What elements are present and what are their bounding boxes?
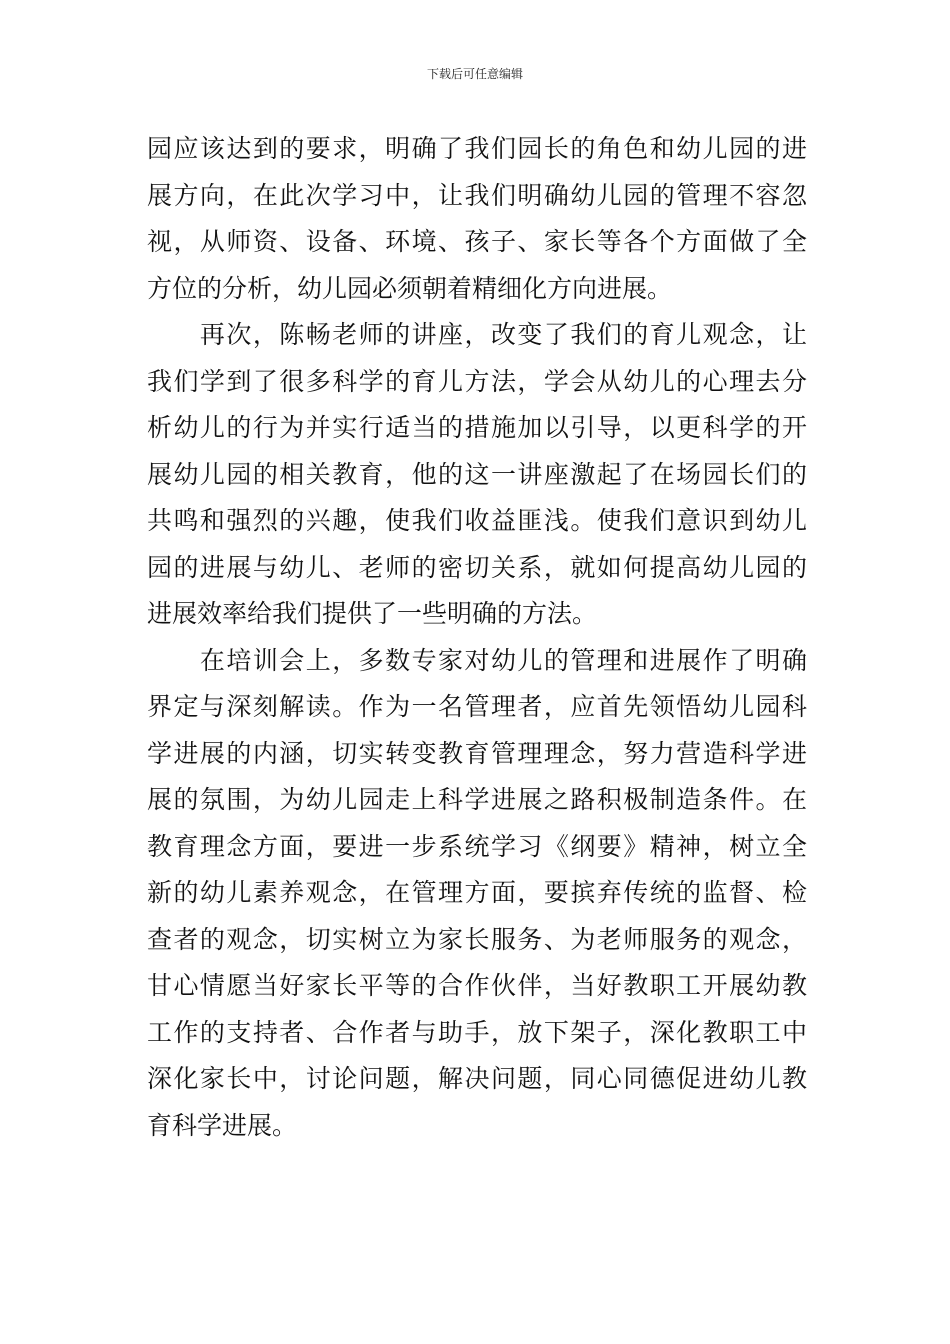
text-line: 析幼儿的行为并实行适当的措施加以引导，以更科学的开 — [147, 413, 807, 442]
page-header: 下载后可任意编辑 — [426, 67, 523, 81]
text-line: 再次，陈畅老师的讲座，改变了我们的育儿观念，让 — [147, 320, 807, 349]
text-line: 园的进展与幼儿、老师的密切关系，就如何提高幼儿园的 — [147, 552, 807, 582]
text-line: 工作的支持者、合作者与助手，放下架子，深化教职工中 — [147, 1017, 807, 1047]
document-body — [147, 126, 807, 1149]
text-line: 教育理念方面，要进一步系统学习《纲要》精神，树立全 — [147, 831, 807, 861]
text-line: 学进展的内涵，切实转变教育管理理念，努力营造科学进 — [147, 738, 807, 768]
text-line: 展的氛围，为幼儿园走上科学进展之路积极制造条件。在 — [147, 785, 807, 814]
text-line: 共鸣和强烈的兴趣，使我们收益匪浅。使我们意识到幼儿 — [147, 506, 807, 535]
text-line: 界定与深刻解读。作为一名管理者，应首先领悟幼儿园科 — [147, 692, 807, 721]
text-line: 查者的观念，切实树立为家长服务、为老师服务的观念， — [147, 924, 807, 954]
text-line: 展方向，在此次学习中，让我们明确幼儿园的管理不容忽 — [147, 180, 807, 210]
text-line: 在培训会上，多数专家对幼儿的管理和进展作了明确 — [147, 645, 807, 675]
text-line: 视，从师资、设备、环境、孩子、家长等各个方面做了全 — [147, 227, 807, 256]
text-line: 方位的分析，幼儿园必须朝着精细化方向进展。 — [147, 273, 673, 303]
text-line: 进展效率给我们提供了一些明确的方法。 — [147, 599, 598, 628]
text-line: 新的幼儿素养观念，在管理方面，要摈弃传统的监督、检 — [147, 878, 807, 907]
text-line: 我们学到了很多科学的育儿方法，学会从幼儿的心理去分 — [147, 366, 807, 396]
text-line: 深化家长中，讨论问题，解决问题，同心同德促进幼儿教 — [147, 1064, 807, 1093]
text-line: 展幼儿园的相关教育，他的这一讲座激起了在场园长们的 — [147, 459, 807, 489]
text-line: 甘心情愿当好家长平等的合作伙伴，当好教职工开展幼教 — [147, 971, 807, 1000]
text-line: 园应该达到的要求，明确了我们园长的角色和幼儿园的进 — [147, 134, 807, 163]
text-line: 育科学进展。 — [147, 1110, 298, 1140]
